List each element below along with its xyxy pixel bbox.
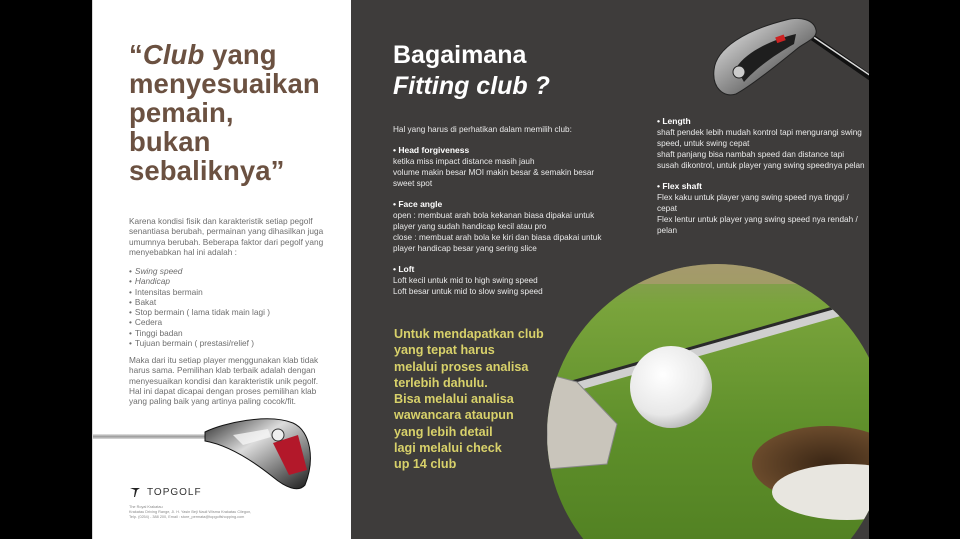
factor-item: • Swing speed	[129, 266, 183, 276]
brand-name: TOPGOLF	[147, 486, 202, 498]
quote-line2: menyesuaikan	[129, 68, 320, 99]
title-line2: Fitting club ?	[393, 72, 550, 100]
section-length: • Length shaft pendek lebih mudah kontrol tapi mengurangi swing speed, untuk swing cepat shaft panjang bisa nambah speed dan distance tapi susah dikontrol, untuk player yang swing speednya pelan	[657, 116, 865, 170]
topgolf-tee-icon	[129, 486, 141, 498]
factor-list	[129, 266, 329, 348]
factor-item: • Bakat	[129, 296, 157, 307]
right-page	[351, 0, 869, 539]
driver-club-image	[93, 415, 323, 490]
page-title	[393, 40, 550, 102]
conclusion-paragraph: Maka dari itu setiap player menggunakan klab tidak harus sama. Pemilihan klab terbaik adalah dengan menyesuaikan kondisi dan karakteristik unik pegolf. Hal ini dapat dicapai dengan proses pemilihan klab yang paling baik yang artinya paling cocok/fit.	[129, 355, 319, 407]
left-page	[92, 0, 351, 539]
quote-line4: bukan	[129, 126, 211, 157]
fitting-column-right	[657, 116, 867, 246]
iron-club-image	[706, 8, 869, 103]
callout-text: Untuk mendapatkan club yang tepat harus melalui proses analisa terlebih dahulu. Bisa melalui analisa wawancara ataupun yang lebih detail lagi melalui check up 14 club	[394, 327, 544, 472]
address-line: Krakatau Driving Range, Jl. H. Yasin Beji Nauli Wisma Krakatau Cilegon,	[129, 510, 252, 514]
quote-italic-word: Club	[142, 39, 205, 70]
pull-quote	[129, 40, 344, 185]
quote-line5: sebaliknya”	[129, 155, 285, 186]
factor-item: • Tujuan bermain ( prestasi/relief )	[129, 338, 255, 349]
fitting-column-left	[393, 124, 613, 307]
section-face-angle: • Face angle open : membuat arah bola kekanan biasa dipakai untuk player yang sudah handicap kecil atau pro close : membuat arah bola ke kiri dan biasa dipakai untuk player handicap besar yang sering slice	[393, 199, 602, 253]
factor-item: • Stop bermain ( lama tidak main lagi )	[129, 307, 271, 318]
factor-item: • Tinggi badan	[129, 327, 183, 338]
quote-open: “	[129, 39, 143, 70]
topgolf-logo	[129, 486, 202, 498]
section-flex-shaft: • Flex shaft Flex kaku untuk player yang swing speed nya tinggi / cepat Flex lentur untuk player yang swing speed nya rendah / pelan	[657, 181, 858, 235]
factor-item: • Handicap	[129, 276, 170, 287]
section-loft: • Loft Loft kecil untuk mid to high swing speed Loft besar untuk mid to slow swing speed	[393, 264, 543, 296]
factor-item: • Cedera	[129, 317, 163, 328]
address-line: Telp. (0254) - 388 200, Email : store_permata@topgolfshopping.com	[129, 515, 245, 519]
section-head-forgiveness: • Head forgiveness ketika miss impact distance masih jauh volume makin besar MOI makin besar & semakin besar sweet spot	[393, 145, 595, 188]
quote-line1: yang	[204, 39, 277, 70]
address-line: The Royal Krakatau	[129, 505, 163, 509]
factor-item: • Intensitas bermain	[129, 286, 203, 297]
intro-paragraph: Karena kondisi fisik dan karakteristik setiap pegolf senantiasa berubah, permainan yang dihasilkan juga umumnya berubah. Beberapa faktor dari pegolf yang menyebabkan hal ini adalah :	[129, 216, 324, 257]
quote-line3: pemain,	[129, 97, 234, 128]
lead-text: Hal yang harus di perhatikan dalam memilih club:	[393, 125, 572, 134]
title-line1: Bagaimana	[393, 41, 527, 69]
store-address	[129, 505, 329, 520]
